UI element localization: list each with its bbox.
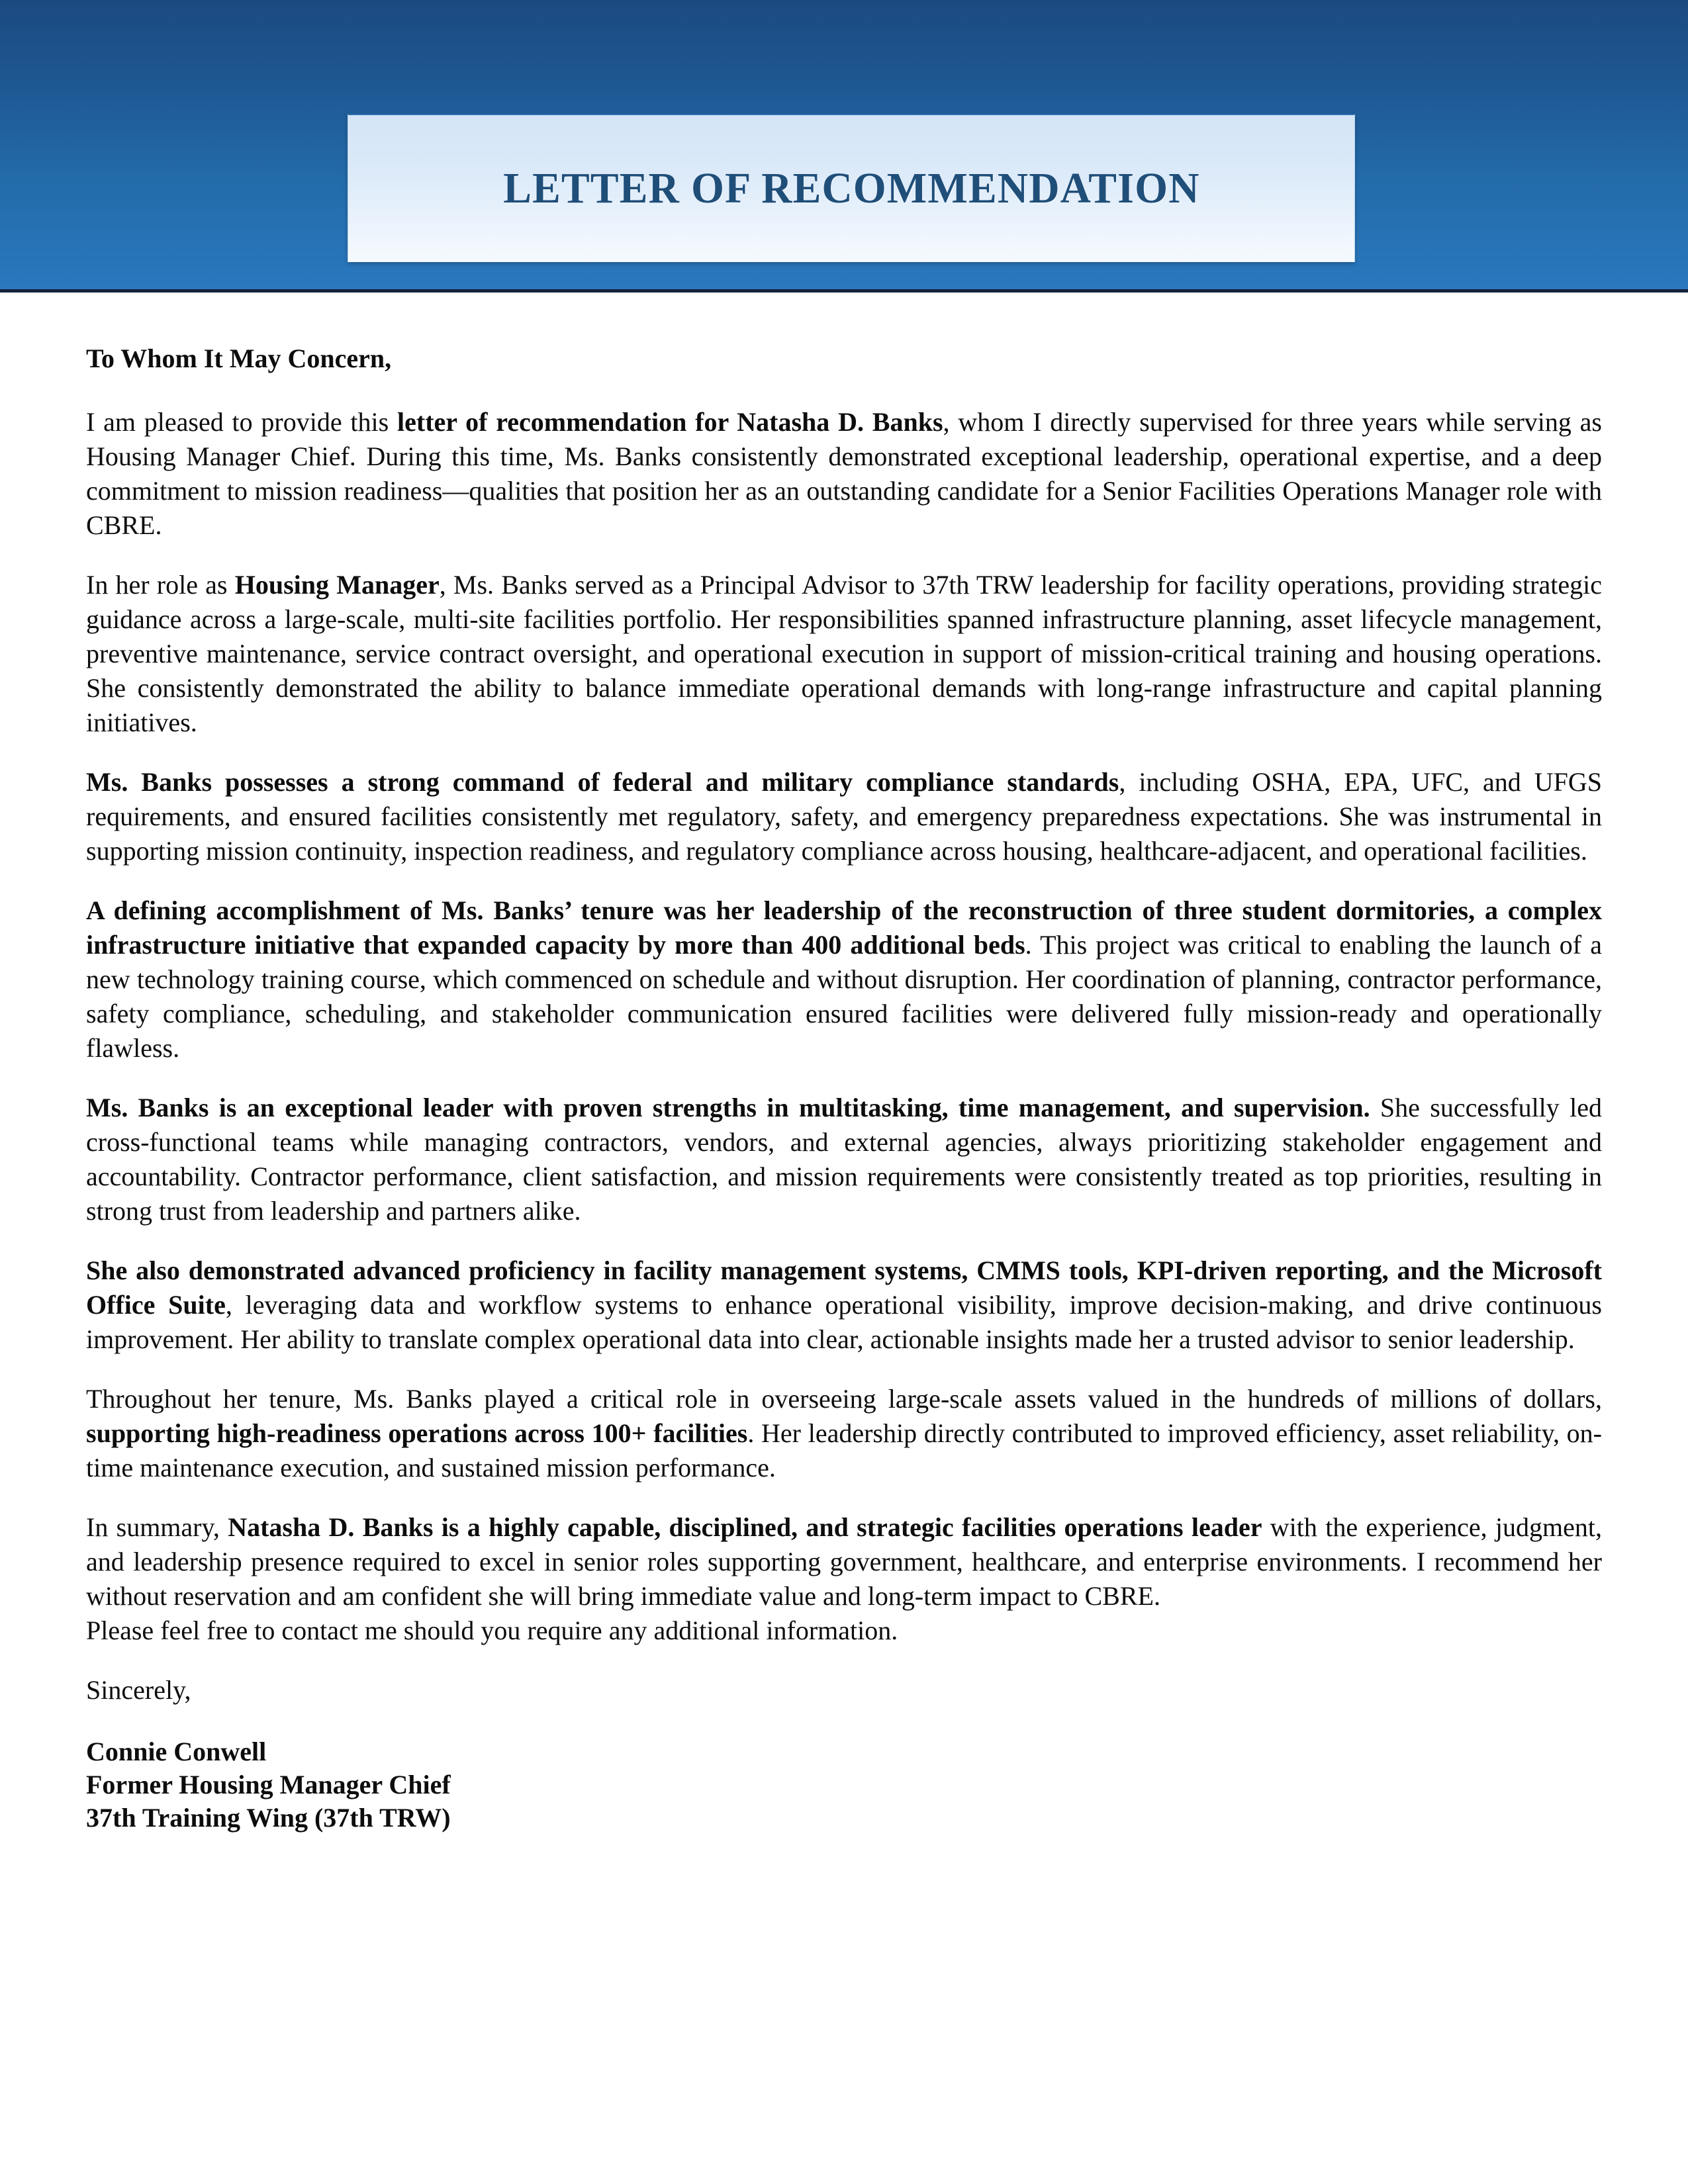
text-run: . Her leadership directly contributed to improved efficiency, asset reliability, on-time maintenance execution, and sustained mission performance. bbox=[86, 1418, 1602, 1482]
emphasis-run: She also demonstrated advanced proficiency in facility management systems, CMMS tools, KPI-driven reporting, and the Microsoft Office Suite bbox=[86, 1255, 1602, 1320]
text-run: , whom I directly supervised for three years while serving as Housing Manager Chief. During this time, Ms. Banks consistently demonstrated exceptional leadership, operational expertise, and a deep commitment to mission readiness—qualities that position her as an outstanding candidate for a Senior Facilities Operations Manager role with CBRE. bbox=[86, 407, 1602, 540]
paragraph-intro bbox=[86, 405, 1602, 543]
paragraph-accomplishment bbox=[86, 893, 1602, 1066]
paragraph-role bbox=[86, 568, 1602, 740]
paragraph-leadership bbox=[86, 1091, 1602, 1228]
emphasis-run: letter of recommendation for Natasha D. Banks bbox=[397, 407, 943, 437]
emphasis-run: Ms. Banks possesses a strong command of federal and military compliance standards bbox=[86, 767, 1119, 797]
text-run: , Ms. Banks served as a Principal Advisor to 37th TRW leadership for facility operations, providing strategic guidance across a large-scale, multi-site facilities portfolio. Her responsibilities spanned infrastructure planning, asset lifecycle management, preventive maintenance, service contract oversight, and operational execution in support of mission-critical training and housing operations. She consistently demonstrated the ability to balance immediate operational demands with long-range infrastructure and capital planning initiatives. bbox=[86, 570, 1602, 737]
text-run: , including OSHA, EPA, UFC, and UFGS requirements, and ensured facilities consistently met regulatory, safety, and emergency preparedness expectations. She was instrumental in supporting mission continuity, inspection readiness, and regulatory compliance across housing, healthcare-adjacent, and operational facilities. bbox=[86, 767, 1602, 866]
title-box bbox=[348, 114, 1355, 262]
text-run: In summary, bbox=[86, 1512, 228, 1542]
page-title: LETTER OF RECOMMENDATION bbox=[502, 164, 1200, 212]
closing: Sincerely, bbox=[86, 1675, 191, 1705]
text-run: with the experience, judgment, and leadership presence required to excel in senior roles supporting government, healthcare, and enterprise environments. I recommend her without reservation and am confident she will bring immediate value and long-term impact to CBRE. bbox=[86, 1512, 1603, 1611]
emphasis-run: Natasha D. Banks is a highly capable, disciplined, and strategic facilities operations leader bbox=[228, 1512, 1262, 1542]
paragraph-summary bbox=[86, 1510, 1602, 1614]
emphasis-run: supporting high-readiness operations across 100+ facilities bbox=[86, 1418, 748, 1448]
header-underline-rule bbox=[0, 289, 1688, 293]
contact-note: Please feel free to contact me should you require any additional information. bbox=[86, 1615, 898, 1645]
signer-title: Former Housing Manager Chief bbox=[86, 1770, 451, 1799]
text-run: In her role as bbox=[86, 570, 235, 600]
paragraph-list bbox=[86, 405, 1602, 1614]
text-run: I am pleased to provide this bbox=[86, 407, 398, 437]
paragraph-systems bbox=[86, 1253, 1602, 1357]
text-run: , leveraging data and workflow systems to enhance operational visibility, improve decision-making, and drive continuous improvement. Her ability to translate complex operational data into clear, actionable insights made her a trusted advisor to senior leadership. bbox=[86, 1290, 1602, 1354]
emphasis-run: A defining accomplishment of Ms. Banks’ tenure was her leadership of the reconstruction of three student dormitories, a complex infrastructure initiative that expanded capacity by more than 400 additional beds bbox=[86, 895, 1602, 960]
emphasis-run: Ms. Banks is an exceptional leader with proven strengths in multitasking, time management, and supervision. bbox=[86, 1093, 1370, 1122]
text-run: . This project was critical to enabling the launch of a new technology training course, which commenced on schedule and without disruption. Her coordination of planning, contractor performance, safety compliance, scheduling, and stakeholder communication ensured facilities were delivered fully mission-ready and operationally flawless. bbox=[86, 930, 1602, 1063]
salutation: To Whom It May Concern, bbox=[86, 343, 392, 373]
signature-block bbox=[86, 1735, 1602, 1835]
letter-body bbox=[86, 341, 1602, 1835]
emphasis-run: Housing Manager bbox=[234, 570, 440, 600]
text-run: Throughout her tenure, Ms. Banks played a critical role in overseeing large-scale assets valued in the hundreds of millions of dollars, bbox=[86, 1384, 1602, 1414]
text-run: She successfully led cross-functional teams while managing contractors, vendors, and external agencies, always prioritizing stakeholder engagement and accountability. Contractor performance, client satisfaction, and mission requirements were consistently treated as top priorities, resulting in strong trust from leadership and partners alike. bbox=[86, 1093, 1603, 1226]
paragraph-compliance bbox=[86, 765, 1602, 868]
signer-name: Connie Conwell bbox=[86, 1737, 267, 1766]
signer-organization: 37th Training Wing (37th TRW) bbox=[86, 1803, 451, 1833]
paragraph-assets bbox=[86, 1382, 1602, 1485]
